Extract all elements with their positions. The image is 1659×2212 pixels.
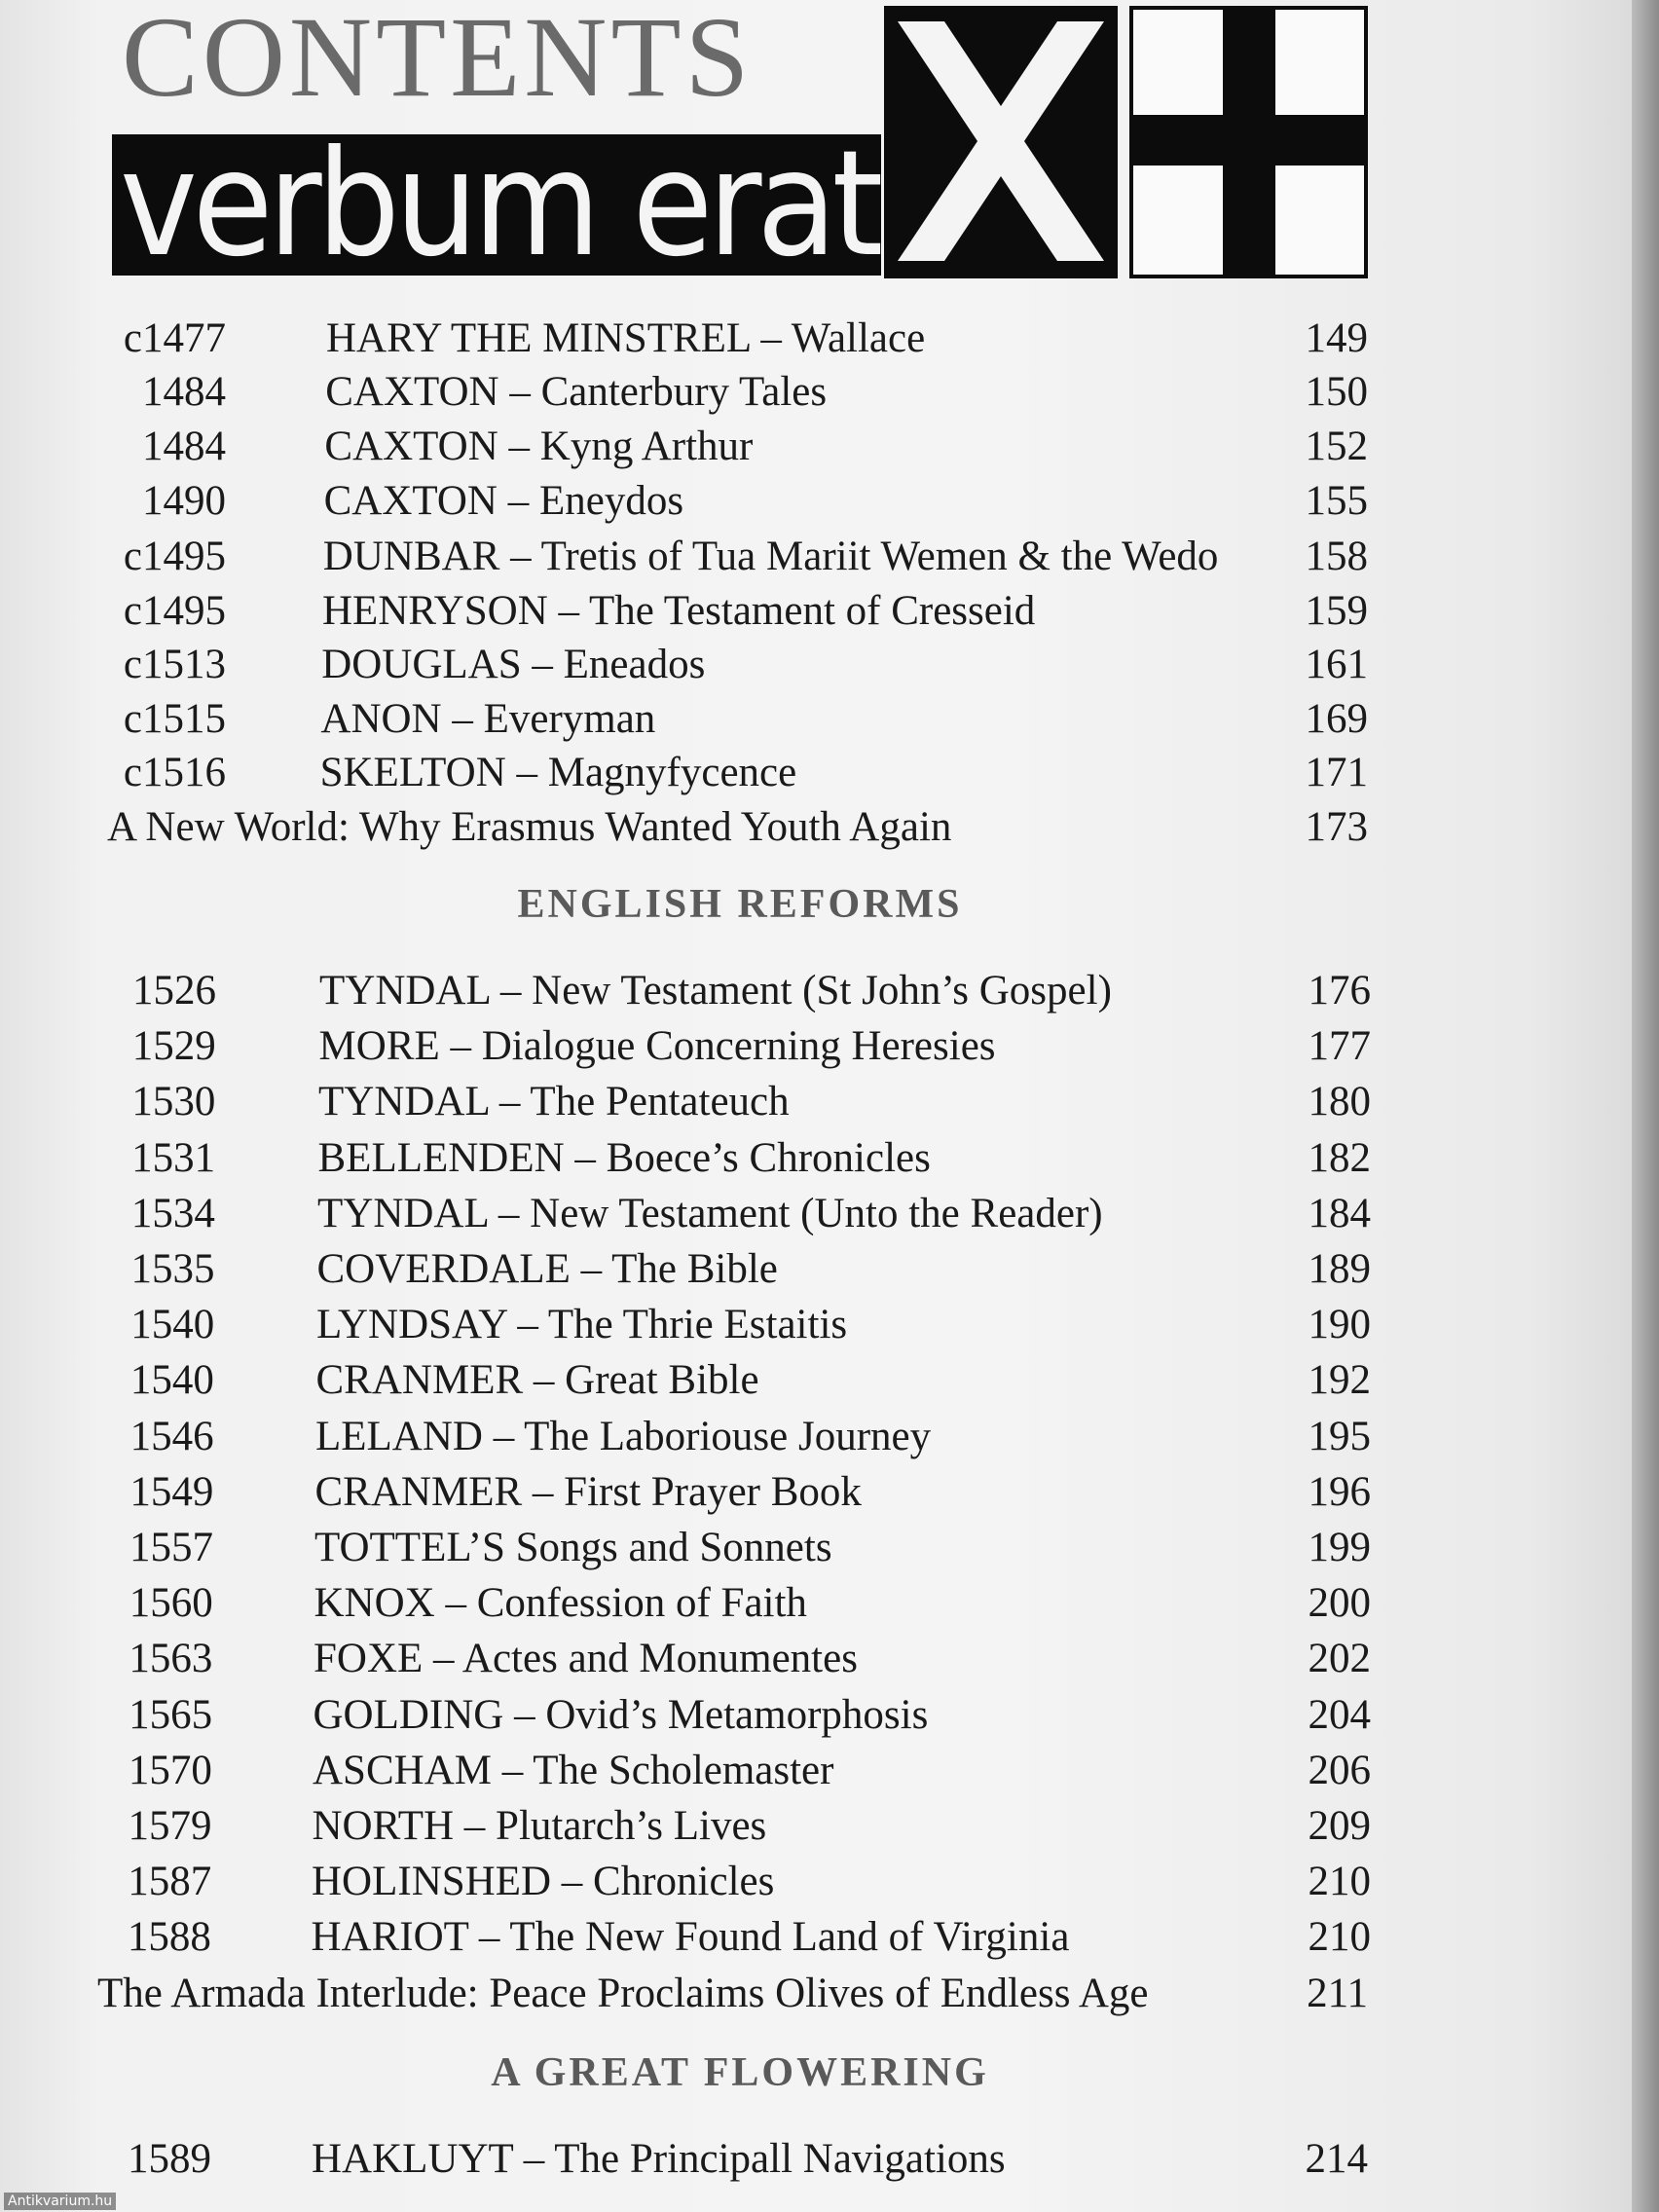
toc-row (0, 312, 1382, 366)
toc-essay-title: The Armada Interlude: Peace Proclaims Olives of Endless Age (97, 1971, 1149, 2016)
toc-entry: LELAND – The Laboriouse Journey (315, 1413, 932, 1459)
toc-year: 1530 (131, 1079, 216, 1125)
verbum-erat-banner (112, 134, 881, 276)
toc-entry: BELLENDEN – Boece’s Chronicles (317, 1134, 931, 1181)
toc-row (0, 638, 1382, 692)
toc-year: c1495 (123, 534, 226, 579)
toc-page-number: 184 (1308, 1190, 1371, 1236)
toc-row (0, 584, 1382, 639)
x-glyph-icon (884, 6, 1118, 278)
toc-page-number: 169 (1305, 696, 1368, 742)
toc-row (0, 1187, 1382, 1241)
toc-page-number: 192 (1308, 1357, 1371, 1404)
cross-glyph-icon (1133, 10, 1364, 275)
toc-entry: FOXE – Actes and Monumentes (313, 1636, 858, 1682)
toc-row (0, 1632, 1382, 1686)
section-heading: A GREAT FLOWERING (491, 2050, 989, 2095)
toc-entry: TYNDAL – New Testament (St John’s Gospel) (319, 968, 1112, 1014)
toc-page-number: 149 (1305, 315, 1368, 361)
toc-year: 1540 (130, 1302, 215, 1348)
toc-row (0, 1521, 1382, 1575)
toc-year: 1540 (129, 1357, 214, 1404)
toc-row (0, 2132, 1382, 2187)
section-heading: ENGLISH REFORMS (517, 882, 963, 927)
toc-row (0, 1744, 1382, 1798)
toc-page-number: 195 (1308, 1413, 1371, 1459)
toc-year: 1589 (128, 2136, 211, 2182)
toc-row (0, 1019, 1382, 1074)
toc-year: 1560 (129, 1580, 213, 1627)
toc-entry: HENRYSON – The Testament of Cresseid (322, 588, 1036, 634)
toc-row (0, 420, 1382, 474)
toc-page-number: 158 (1305, 534, 1368, 579)
toc-entry: ANON – Everyman (320, 696, 656, 742)
book-spine-shadow (1632, 0, 1659, 2212)
toc-year: c1495 (123, 588, 226, 634)
toc-page-number: 204 (1308, 1691, 1371, 1738)
toc-row (0, 1410, 1382, 1464)
toc-page-number: 177 (1308, 1023, 1371, 1070)
toc-year: 1490 (142, 478, 226, 524)
toc-year: 1529 (131, 1023, 216, 1070)
toc-year: 1526 (132, 968, 216, 1014)
toc-entry: TOTTEL’S Songs and Sonnets (314, 1525, 832, 1570)
banner-text: verbum erat (120, 134, 878, 276)
cross-logo (1129, 6, 1368, 278)
toc-year: c1477 (123, 315, 226, 361)
toc-page-number: 173 (1305, 804, 1368, 850)
toc-entry: DOUGLAS – Eneados (321, 642, 706, 687)
toc-entry: CAXTON – Canterbury Tales (325, 369, 828, 415)
toc-year: c1516 (123, 750, 226, 795)
toc-row (0, 1799, 1382, 1854)
toc-page-number: 210 (1308, 1859, 1371, 1905)
toc-year: 1531 (131, 1134, 216, 1181)
toc-entry: GOLDING – Ovid’s Metamorphosis (313, 1691, 929, 1738)
toc-year: 1570 (128, 1747, 212, 1793)
toc-row (0, 1910, 1382, 1965)
toc-year: 1588 (127, 1914, 211, 1961)
toc-entry: CRANMER – First Prayer Book (314, 1468, 862, 1515)
toc-page-number: 189 (1308, 1246, 1371, 1292)
toc-year: 1563 (129, 1636, 213, 1682)
toc-row (0, 1353, 1382, 1408)
toc-year: 1579 (128, 1803, 212, 1849)
toc-entry: CAXTON – Kyng Arthur (324, 424, 754, 469)
toc-row (0, 746, 1382, 800)
toc-entry: MORE – Dialogue Concerning Heresies (318, 1023, 996, 1070)
toc-page-number: 211 (1307, 1971, 1368, 2016)
toc-row (0, 530, 1382, 584)
toc-page-number: 161 (1305, 642, 1368, 687)
toc-entry: CAXTON – Eneydos (323, 478, 684, 524)
toc-entry: NORTH – Plutarch’s Lives (312, 1803, 767, 1849)
toc-entry: HOLINSHED – Chronicles (312, 1859, 775, 1905)
toc-page-number: 152 (1305, 424, 1368, 469)
toc-entry: LYNDSAY – The Thrie Estaitis (316, 1302, 848, 1348)
toc-page-number: 206 (1308, 1747, 1371, 1793)
toc-entry: KNOX – Confession of Faith (313, 1580, 807, 1627)
toc-entry: HARIOT – The New Found Land of Virginia (311, 1914, 1070, 1961)
saltire-x-logo (884, 6, 1118, 278)
toc-year: 1535 (130, 1246, 215, 1292)
toc-page-number: 150 (1305, 369, 1368, 415)
toc-entry: HAKLUYT – The Principall Navigations (312, 2136, 1006, 2182)
toc-page-number: 202 (1308, 1636, 1371, 1682)
toc-year: c1513 (123, 642, 226, 687)
toc-row (0, 1298, 1382, 1352)
toc-entry: TYNDAL – New Testament (Unto the Reader) (317, 1190, 1103, 1236)
toc-year: 1484 (142, 424, 226, 469)
watermark: Antikvarium.hu (4, 2193, 116, 2210)
toc-entry: COVERDALE – The Bible (316, 1246, 778, 1292)
toc-essay-row (0, 800, 1382, 855)
toc-row (0, 964, 1382, 1018)
toc-row (0, 1688, 1382, 1743)
toc-row (0, 1465, 1382, 1520)
toc-row (0, 474, 1382, 529)
toc-row (0, 1855, 1382, 1909)
toc-entry: DUNBAR – Tretis of Tua Mariit Wemen & the Wedo (322, 534, 1219, 579)
toc-row (0, 365, 1382, 420)
toc-page-number: 171 (1305, 750, 1368, 795)
toc-year: 1565 (129, 1691, 213, 1738)
toc-year: 1557 (129, 1525, 213, 1570)
toc-year: 1549 (129, 1468, 214, 1515)
toc-page-number: 200 (1308, 1580, 1371, 1627)
toc-year: 1587 (128, 1859, 212, 1905)
toc-entry: TYNDAL – The Pentateuch (318, 1079, 790, 1125)
toc-essay-title: A New World: Why Erasmus Wanted Youth Again (107, 804, 952, 850)
toc-page-number: 159 (1305, 588, 1368, 634)
toc-page-number: 214 (1305, 2136, 1368, 2182)
toc-year: 1534 (130, 1190, 215, 1236)
toc-row (0, 1131, 1382, 1186)
toc-page-number: 182 (1308, 1134, 1371, 1181)
toc-entry: CRANMER – Great Bible (315, 1357, 759, 1404)
toc-page-number: 196 (1308, 1468, 1371, 1515)
toc-row (0, 1576, 1382, 1631)
toc-page-number: 155 (1305, 478, 1368, 524)
toc-year: 1484 (142, 369, 226, 415)
toc-entry: HARY THE MINSTREL – Wallace (326, 315, 926, 361)
toc-page-number: 176 (1308, 968, 1371, 1014)
toc-page-number: 190 (1308, 1302, 1371, 1348)
toc-row (0, 692, 1382, 747)
toc-entry: SKELTON – Magnyfycence (319, 750, 797, 795)
toc-essay-row (0, 1967, 1382, 2021)
toc-page-number: 180 (1308, 1079, 1371, 1125)
toc-page-number: 210 (1308, 1914, 1371, 1961)
toc-row (0, 1242, 1382, 1297)
toc-entry: ASCHAM – The Scholemaster (313, 1747, 834, 1793)
toc-page-number: 209 (1308, 1803, 1371, 1849)
toc-year: 1546 (129, 1413, 214, 1459)
toc-year: c1515 (123, 696, 226, 742)
toc-row (0, 1075, 1382, 1129)
contents-heading: CONTENTS (122, 0, 754, 121)
toc-page-number: 199 (1308, 1525, 1371, 1570)
